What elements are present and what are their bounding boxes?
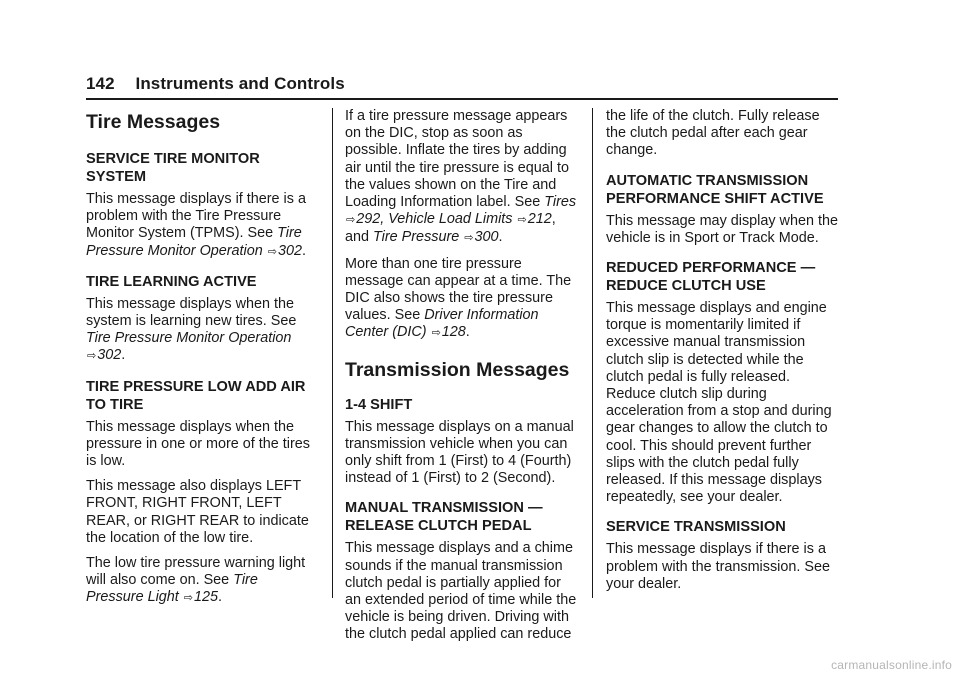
page-reference[interactable]: 125 (194, 589, 219, 606)
page-reference[interactable]: 300 (474, 229, 499, 246)
page-ref-arrow-icon: ⇨ (183, 592, 194, 605)
column-1 (86, 108, 311, 616)
cross-reference-link[interactable]: Tire Pressure Monitor Operation (86, 330, 292, 347)
page-ref-arrow-icon: ⇨ (431, 327, 441, 340)
paragraph: the life of the clutch. Fully release the clutch pedal after each gear change. (606, 108, 820, 159)
paragraph: The low tire pressure warning light will also come on. See Tire Pressure Light ⇨125. (86, 555, 306, 606)
subheading-tire-learning-active: TIRE LEARNING ACTIVE (86, 273, 257, 290)
column-divider-1 (332, 108, 333, 598)
heading-transmission-messages: Transmission Messages (345, 358, 570, 381)
cross-reference-link[interactable]: Driver Information Center (DIC) (345, 307, 539, 341)
page-header (86, 74, 345, 94)
subheading-service-tire-monitor: SERVICE TIRE MONITOR SYSTEM (86, 151, 260, 185)
section-title: Instruments and Controls (135, 74, 345, 93)
subheading-service-transmission: SERVICE TRANSMISSION (606, 519, 786, 536)
page-reference[interactable]: 212 (527, 211, 552, 228)
column-2 (345, 108, 579, 652)
column-divider-2 (592, 108, 593, 598)
page-ref-arrow-icon: ⇨ (267, 245, 277, 258)
paragraph: This message displays if there is a problem with the Tire Pressure Monitor System (TPMS). See Tire Pressure Monitor Operation ⇨302. (86, 191, 306, 259)
page-ref-arrow-icon: ⇨ (464, 232, 474, 245)
paragraph: This message displays when the pressure in one or more of the tires is low. (86, 418, 310, 470)
cross-reference-link[interactable]: Tire Pressure (373, 229, 460, 246)
page-number: 142 (86, 74, 115, 93)
page-ref-arrow-icon: ⇨ (517, 214, 527, 227)
paragraph: If a tire pressure message appears on the DIC, stop as soon as possible. Inflate the tires by adding air until the tire pressure is equal to the values shown on the Tire and Loading Information label. See Tires ⇨292, Vehicle Load Limits ⇨212, and Tire Pressure ⇨300. (345, 108, 577, 246)
heading-tire-messages: Tire Messages (86, 111, 221, 133)
paragraph: This message displays on a manual transmission vehicle when you can only shift from 1 (First) to 4 (Fourth) instead of 1 (First) to 2 (Second). (345, 418, 574, 487)
paragraph: This message displays and a chime sounds if the manual transmission clutch pedal is partially applied for an extended period of time while the vehicle is being driven. Driving with the clutch pedal applied can reduce (345, 540, 577, 643)
paragraph: This message also displays LEFT FRONT, RIGHT FRONT, LEFT REAR, or RIGHT REAR to indicate the location of the low tire. (86, 478, 309, 546)
paragraph: This message displays if there is a problem with the transmission. See your dealer. (606, 541, 830, 592)
page-ref-arrow-icon: ⇨ (87, 350, 97, 363)
subheading-reduced-performance: REDUCED PERFORMANCE — REDUCE CLUTCH USE (606, 260, 816, 295)
column-3 (606, 108, 840, 601)
cross-reference-link[interactable]: Tire Pressure Monitor Operation (86, 225, 302, 259)
paragraph: More than one tire pressure message can appear at a time. The DIC also shows the tire pressure values. See Driver Information Center (DIC) ⇨128. (345, 255, 572, 341)
paragraph: This message may display when the vehicle is in Sport or Track Mode. (606, 212, 838, 246)
cross-reference-link[interactable]: Vehicle Load Limits (388, 211, 513, 228)
subheading-1-4-shift: 1-4 SHIFT (345, 396, 413, 413)
page-reference[interactable]: 292 (356, 211, 381, 228)
cross-reference-link[interactable]: Tire Pressure Light (86, 572, 258, 606)
paragraph: This message displays and engine torque is momentarily limited if excessive manual transmission clutch slip is detected while the clutch pedal is fully released. Reduce clutch slip during acceleration from a stop and during gear changes to allow the clutch to cool. This should prevent further slips with the clutch pedal fully released. If this message displays repeatedly, see your dealer. (606, 300, 832, 506)
header-rule (86, 98, 838, 100)
page-ref-arrow-icon: ⇨ (346, 214, 356, 227)
subheading-automatic-transmission: AUTOMATIC TRANSMISSION PERFORMANCE SHIFT ACTIVE (606, 172, 824, 207)
page-reference[interactable]: 128 (441, 324, 466, 341)
watermark: carmanualsonline.info (831, 658, 952, 672)
subheading-tire-pressure-low: TIRE PRESSURE LOW ADD AIR TO TIRE (86, 378, 306, 413)
page-reference[interactable]: 302 (277, 242, 302, 259)
page-reference[interactable]: 302 (97, 347, 122, 364)
paragraph: This message displays when the system is learning new tires. See Tire Pressure Monitor Operation ⇨302. (86, 295, 297, 364)
subheading-release-clutch-pedal: MANUAL TRANSMISSION — RELEASE CLUTCH PEDAL (345, 500, 543, 535)
cross-reference-link[interactable]: Tires (544, 194, 577, 211)
